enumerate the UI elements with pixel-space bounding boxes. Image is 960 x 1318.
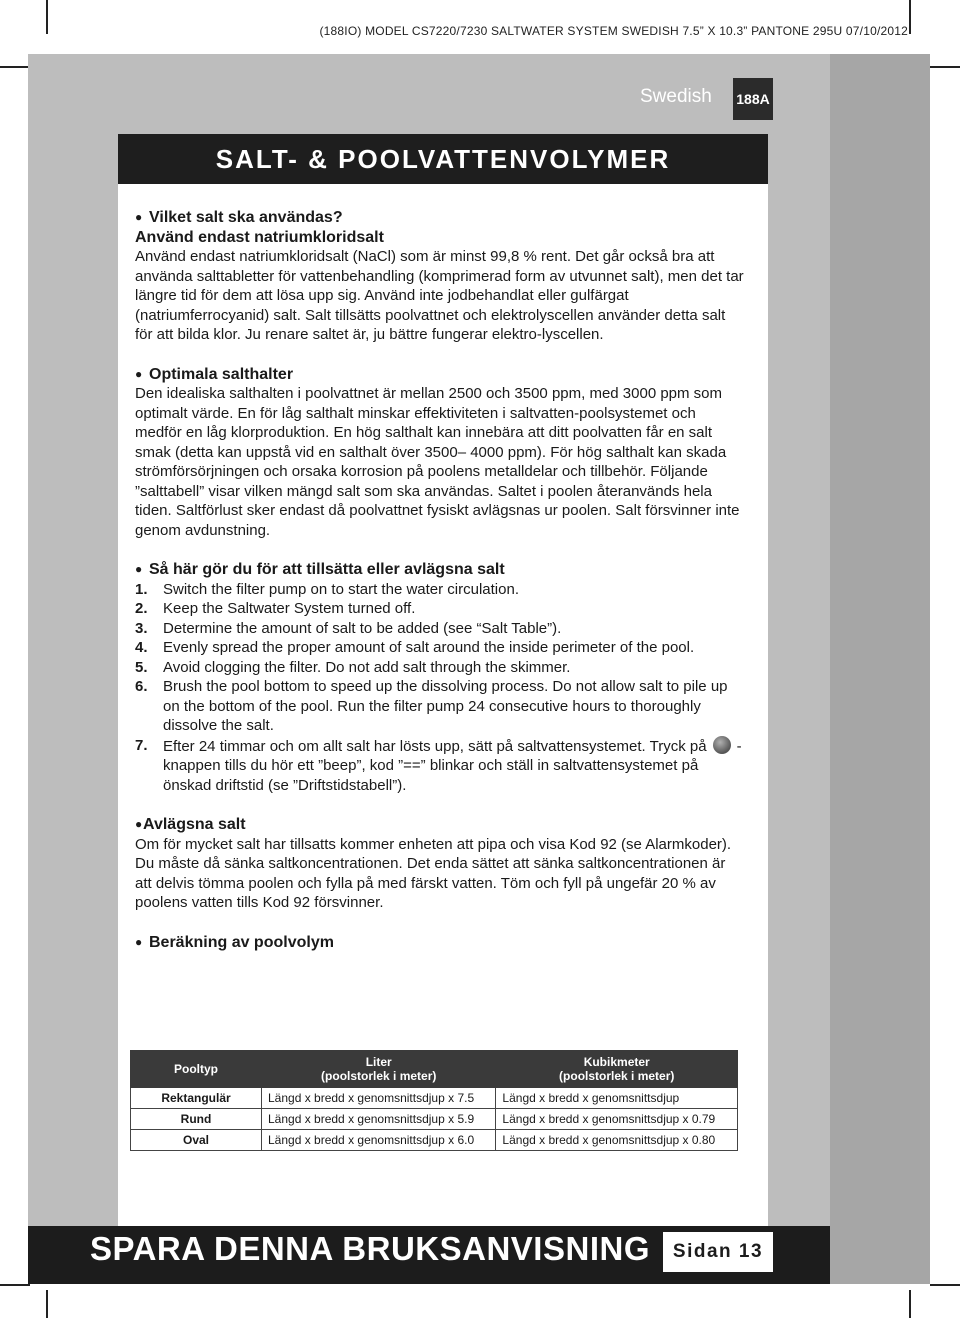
main-content	[135, 208, 745, 972]
step-number: 7.	[135, 736, 148, 754]
cell-cubic: Längd x bredd x genomsnittsdjup x 0.79	[496, 1109, 738, 1130]
list-item	[135, 677, 745, 736]
bullet-dot-icon: ●	[135, 210, 143, 224]
step-text: Switch the filter pump on to start the water circulation.	[163, 580, 519, 598]
cell-cubic: Längd x bredd x genomsnittsdjup	[496, 1088, 738, 1109]
language-label: Swedish	[640, 86, 712, 107]
section-heading	[135, 815, 745, 835]
paragraph: Den idealiska salthalten i poolvattnet är mellan 2500 och 3500 ppm, med 3000 ppm som optimalt värde. En för låg salthalt minskar effektiviteten i saltvatten-poolsystemet och medför en låg klorproduktion. En hög salthalt kan innebära att ditt poolvatten får en salt smak (detta kan uppstå vid en salthalt över 3500– 4000 ppm). För hög salthalt kan skada strömförsörjningen och orsaka korrosion på poolens metalldelar och tillbehör. Följande ”salttabell” visar vilken mängd salt som ska användas. Saltet i poolen återanvänds hela tiden. Saltförlust sker endast då poolvattnet fysiskt avlägsnas ur poolen. Salt försvinner inte genom avdunstning.	[135, 385, 740, 539]
bullet-dot-icon: ●	[135, 817, 143, 831]
header-line: Liter	[365, 1055, 392, 1069]
crop-mark	[930, 1284, 960, 1286]
section-heading	[135, 208, 745, 228]
heading-text: Beräkning av poolvolym	[149, 933, 334, 951]
subheading: Använd endast natriumkloridsalt	[135, 228, 384, 246]
table-row	[131, 1088, 738, 1109]
list-item	[135, 638, 745, 658]
cell-liter: Längd x bredd x genomsnittsdjup x 5.9	[262, 1109, 496, 1130]
step-text-part: Efter 24 timmar och om allt salt har lösts upp, sätt på saltvattensystemet. Tryck på	[163, 737, 707, 755]
heading-text: Avlägsna salt	[143, 816, 246, 833]
section-how-to	[135, 560, 745, 795]
step-number: 1.	[135, 580, 148, 598]
section-remove	[135, 815, 745, 913]
step-text-part: -knappen tills du hör ett ”beep”, kod ”==” blinkar och ställ in saltvattensystemet på önskad driftstid (se ”Driftstidstabell”).	[163, 737, 742, 794]
bullet-dot-icon: ●	[135, 366, 143, 381]
section-heading	[135, 365, 745, 385]
step-text: Brush the pool bottom to speed up the dissolving process. Do not allow salt to pile up on the bottom of the pool. Run the filter pump 24 consecutive hours to thoroughly dissolve the salt.	[163, 678, 728, 734]
crop-mark	[909, 0, 911, 34]
heading-text: Vilket salt ska användas?	[149, 209, 343, 226]
list-item	[135, 580, 745, 600]
step-text: Avoid clogging the filter. Do not add salt through the skimmer.	[163, 658, 571, 676]
header-line: Kubikmeter	[583, 1055, 650, 1069]
list-item	[135, 599, 745, 619]
table-row	[131, 1109, 738, 1130]
paragraph: Om för mycket salt har tillsatts kommer enheten att pipa och visa Kod 92 (se Alarmkoder). Du måste då sänka saltkoncentrationen. Det enda sättet att sänka saltkoncentrationen är att delvis tömma poolen och fylla på med färskt vatten. Töm och fyll på ungefär 20 % av poolens vatten tills Kod 92 försvinner.	[135, 835, 732, 911]
crop-mark	[930, 66, 960, 68]
table-row	[131, 1130, 738, 1151]
heading-text: Så här gör du för att tillsätta eller avlägsna salt	[149, 561, 505, 578]
round-button-icon	[713, 736, 731, 754]
page-code: 188A	[733, 78, 773, 120]
crop-mark	[46, 0, 48, 34]
list-item	[135, 619, 745, 639]
bullet-dot-icon: ●	[135, 934, 143, 949]
header-liter	[262, 1051, 496, 1088]
pool-volume-table	[130, 1050, 738, 1151]
cell-type: Rektangulär	[131, 1088, 262, 1109]
header-cubic	[496, 1051, 738, 1088]
section-optimal	[135, 365, 745, 541]
cell-cubic: Längd x bredd x genomsnittsdjup x 0.80	[496, 1130, 738, 1151]
right-margin-band	[830, 54, 930, 1284]
step-text: Evenly spread the proper amount of salt around the inside perimeter of the pool.	[163, 639, 695, 656]
heading-text: Optimala salthalter	[149, 365, 294, 383]
step-number: 3.	[135, 619, 148, 637]
page-title: SALT- & POOLVATTENVOLYMER	[118, 134, 768, 184]
crop-mark	[909, 1290, 911, 1318]
header-line: (poolstorlek i meter)	[559, 1069, 675, 1083]
cell-type: Rund	[131, 1109, 262, 1130]
table-header-row	[131, 1051, 738, 1088]
paragraph: Använd endast natriumkloridsalt (NaCl) som är minst 99,8 % rent. Det går också bra att använda salttabletter för vattenbehandling (komprimerad form av utvunnet salt), men det tar längre tid för dem att lösa upp sig. Använd inte jodbehandlat eller gulfärgat (natriumferrocyanid) salt. Salt tillsätts poolvattnet och elektrolyscellen använder detta salt för att bilda klor. Ju renare saltet är, ju bättre fungerar elektro-lyscellen.	[135, 248, 744, 343]
step-text: Keep the Saltwater System turned off.	[163, 600, 416, 617]
section-heading	[135, 933, 745, 953]
step-number: 4.	[135, 639, 148, 656]
cell-type: Oval	[131, 1130, 262, 1151]
step-text: Determine the amount of salt to be added (see “Salt Table”).	[163, 619, 562, 637]
list-item	[135, 736, 745, 796]
print-header: (188IO) MODEL CS7220/7230 SALTWATER SYSTEM SWEDISH 7.5” X 10.3” PANTONE 295U 07/10/2012	[319, 24, 908, 38]
steps-list	[135, 580, 745, 796]
step-number: 5.	[135, 658, 148, 676]
crop-mark	[46, 1290, 48, 1318]
section-calc	[135, 933, 745, 953]
footer-title: SPARA DENNA BRUKSANVISNING	[90, 1230, 650, 1267]
section-salt-type	[135, 208, 745, 345]
crop-mark	[0, 66, 30, 68]
step-text	[163, 736, 745, 796]
cell-liter: Längd x bredd x genomsnittsdjup x 7.5	[262, 1088, 496, 1109]
header-line: (poolstorlek i meter)	[321, 1069, 437, 1083]
list-item	[135, 658, 745, 678]
cell-liter: Längd x bredd x genomsnittsdjup x 6.0	[262, 1130, 496, 1151]
header-type: Pooltyp	[131, 1051, 262, 1088]
section-heading	[135, 560, 745, 580]
step-number: 2.	[135, 600, 148, 617]
crop-mark	[0, 1284, 30, 1286]
bullet-dot-icon: ●	[135, 562, 143, 576]
page-number: Sidan 13	[663, 1232, 773, 1272]
step-number: 6.	[135, 678, 148, 695]
